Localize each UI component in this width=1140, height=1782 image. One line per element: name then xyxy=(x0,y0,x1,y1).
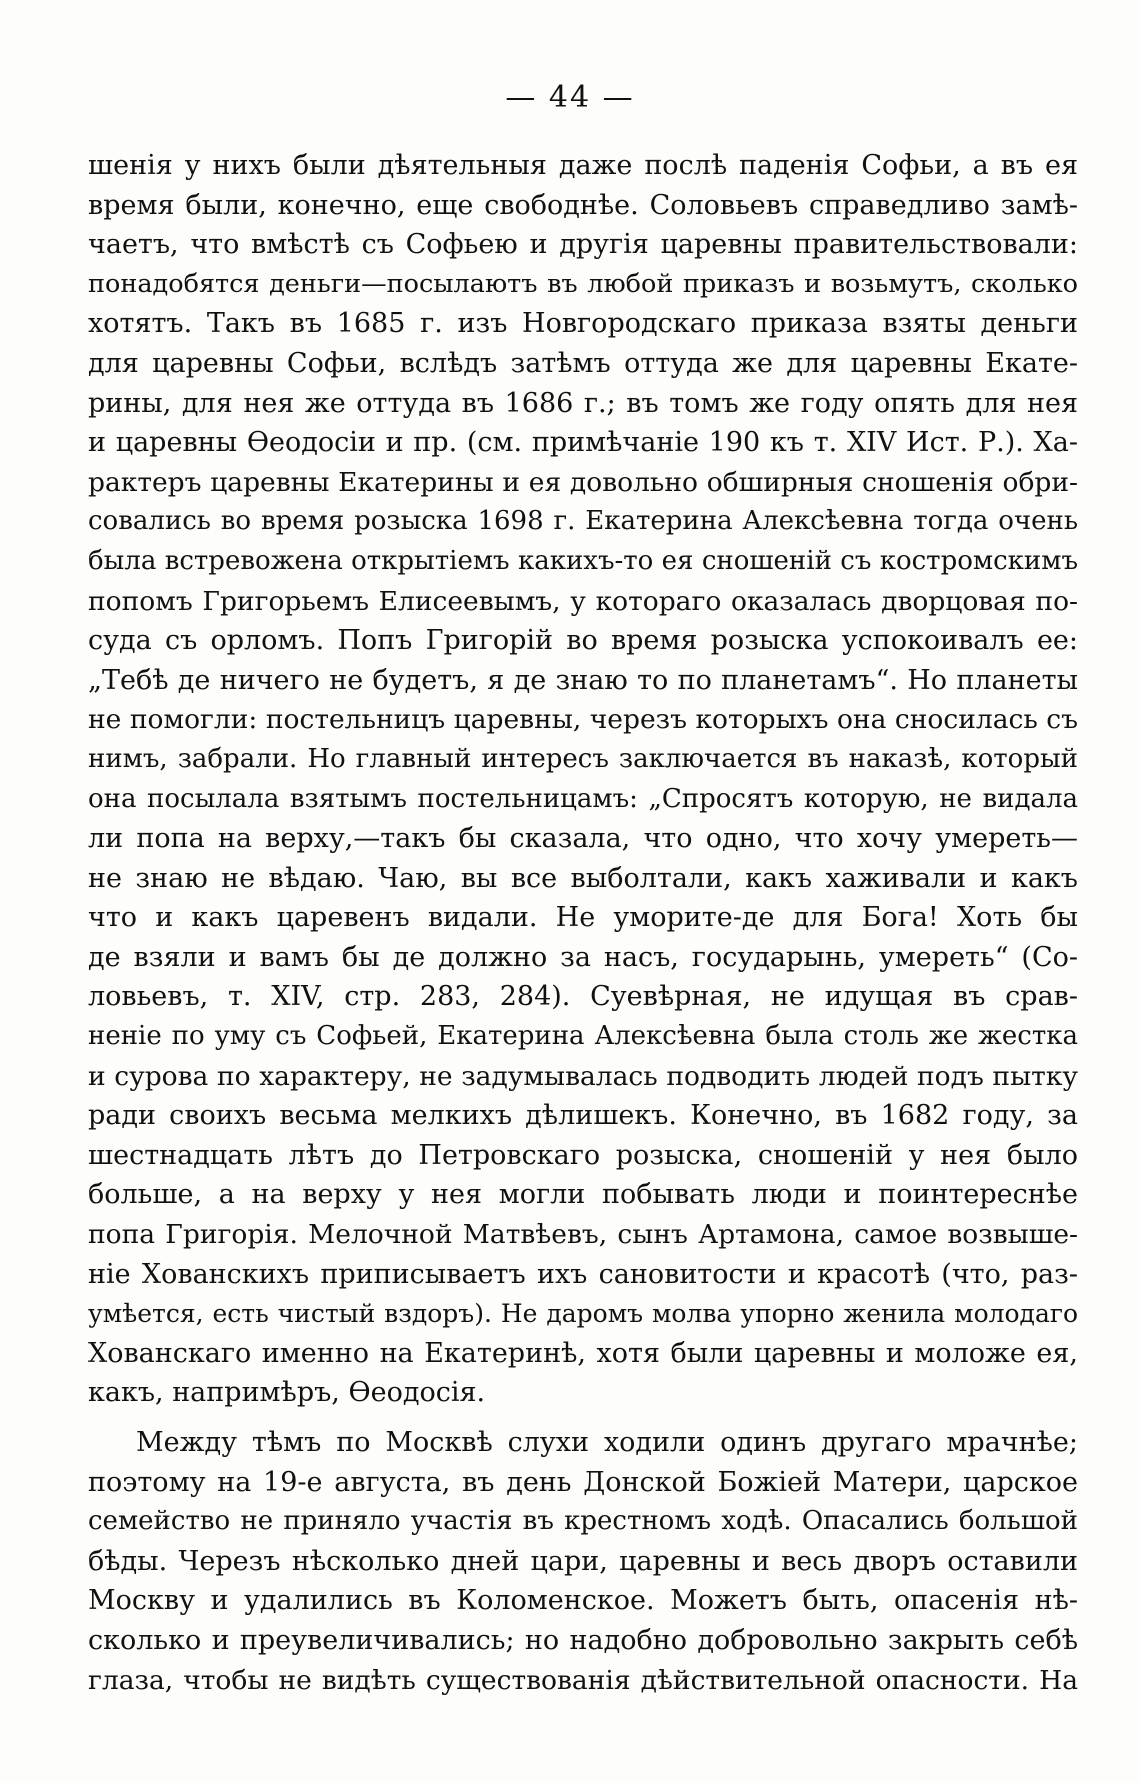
paragraph-2 xyxy=(88,1423,1078,1700)
paragraph-gap xyxy=(88,1413,1078,1423)
text-line: она посылала взятымъ постельницамъ: „Спросятъ которую, не видала xyxy=(88,783,1078,814)
text-line: для царевны Софьи, вслѣдъ затѣмъ оттуда же для царевны Екате- xyxy=(88,347,1078,379)
text-line: ли попа на верху,—такъ бы сказала, что одно, что хочу умереть— xyxy=(88,823,1078,855)
text-line: умѣется, есть чистый вздоръ). Не даромъ молва упорно женила молодаго xyxy=(88,1299,1078,1329)
text-line: семейство не приняло участія въ крестномъ ходѣ. Опасались большой xyxy=(88,1506,1078,1537)
page-number: — 44 — xyxy=(505,80,635,115)
text-line: бѣды. Черезъ нѣсколько дней цари, царевны и весь дворъ оставили xyxy=(88,1545,1078,1577)
text-line: ради своихъ весьма мелкихъ дѣлишекъ. Конечно, въ 1682 году, за xyxy=(88,1100,1078,1132)
text-line: ніе Хованскихъ приписываетъ ихъ сановитости и красотѣ (что, раз- xyxy=(88,1258,1078,1290)
text-line: де взяли и вамъ бы де должно за насъ, государынь, умереть“ (Со- xyxy=(88,941,1078,973)
text-line: что и какъ царевенъ видали. Не уморите-де для Бога! Хоть бы xyxy=(88,902,1078,934)
text-line: шестнадцать лѣтъ до Петровскаго розыска, сношеній у нея было xyxy=(88,1139,1078,1171)
text-line: нимъ, забрали. Но главный интересъ заключается въ наказѣ, который xyxy=(88,743,1078,774)
text-line: сколько и преувеличивались; но надобно добровольно закрыть себѣ xyxy=(88,1624,1078,1656)
text-line: хотятъ. Такъ въ 1685 г. изъ Новгородскаго приказа взяты деньги xyxy=(88,308,1078,340)
text-line: больше, а на верху у нея могли побывать люди и поинтереснѣе xyxy=(88,1179,1078,1211)
text-line: чаетъ, что вмѣстѣ съ Софьею и другія царевны правительствовали: xyxy=(88,229,1078,261)
text-line: и царевны Ѳеодосіи и пр. (см. примѣчаніе 190 къ т. XIV Ист. Р.). Ха- xyxy=(88,427,1078,459)
text-line: понадобятся деньги—посылаютъ въ любой приказъ и возьмутъ, сколько xyxy=(88,268,1078,299)
text-line: время были, конечно, еще свободнѣе. Соловьевъ справедливо замѣ- xyxy=(88,189,1078,221)
text-line: была встревожена открытіемъ какихъ-то ея сношеній съ костромскимъ xyxy=(88,545,1078,576)
text-line: совались во время розыска 1698 г. Екатерина Алексѣевна тогда очень xyxy=(88,506,1078,537)
text-line: неніе по уму съ Софьей, Екатерина Алексѣевна была столь же жестка xyxy=(88,1021,1078,1052)
text-line: попомъ Григорьемъ Елисеевымъ, у котораго оказалась дворцовая по- xyxy=(88,585,1078,617)
text-line: ловьевъ, т. XIV, стр. 283, 284). Суевѣрная, не идущая въ срав- xyxy=(88,981,1078,1013)
text-line: суда съ орломъ. Попъ Григорій во время розыска успокоивалъ ее: xyxy=(88,625,1078,657)
text-line: „Тебѣ де ничего не будетъ, я де знаю то по планетамъ“. Но планеты xyxy=(88,664,1078,696)
page-text xyxy=(88,146,1078,1700)
text-line: рины, для нея же оттуда въ 1686 г.; въ томъ же году опять для нея xyxy=(88,387,1078,419)
text-line: поэтому на 19-е августа, въ день Донской Божіей Матери, царское xyxy=(88,1466,1078,1498)
text-line: рактеръ царевны Екатерины и ея довольно обширныя сношенія обри- xyxy=(88,466,1078,498)
text-line: шенія у нихъ были дѣятельныя даже послѣ паденія Софьи, а въ ея xyxy=(88,150,1078,181)
text-line: не знаю не вѣдаю. Чаю, вы все выболтали, какъ хаживали и какъ xyxy=(88,862,1078,894)
text-line: не помогли: постельницъ царевны, черезъ которыхъ она сносилась съ xyxy=(88,704,1078,736)
text-line: Между тѣмъ по Москвѣ слухи ходили одинъ другаго мрачнѣе; xyxy=(136,1427,1078,1458)
text-line: попа Григорія. Мелочной Матвѣевъ, сынъ Артамона, самое возвыше- xyxy=(88,1219,1078,1251)
text-line: какъ, напримѣръ, Ѳеодосія. xyxy=(88,1377,486,1409)
text-line: глаза, чтобы не видѣть существованія дѣйствительной опасности. На xyxy=(88,1664,1078,1696)
text-line: и сурова по характеру, не задумывалась подводить людей подъ пытку xyxy=(88,1060,1078,1092)
text-line: Хованскаго именно на Екатеринѣ, хотя были царевны и моложе ея, xyxy=(88,1337,1078,1369)
text-line: Москву и удалились въ Коломенское. Можетъ быть, опасенія нѣ- xyxy=(88,1585,1078,1617)
paragraph-1 xyxy=(88,146,1078,1413)
